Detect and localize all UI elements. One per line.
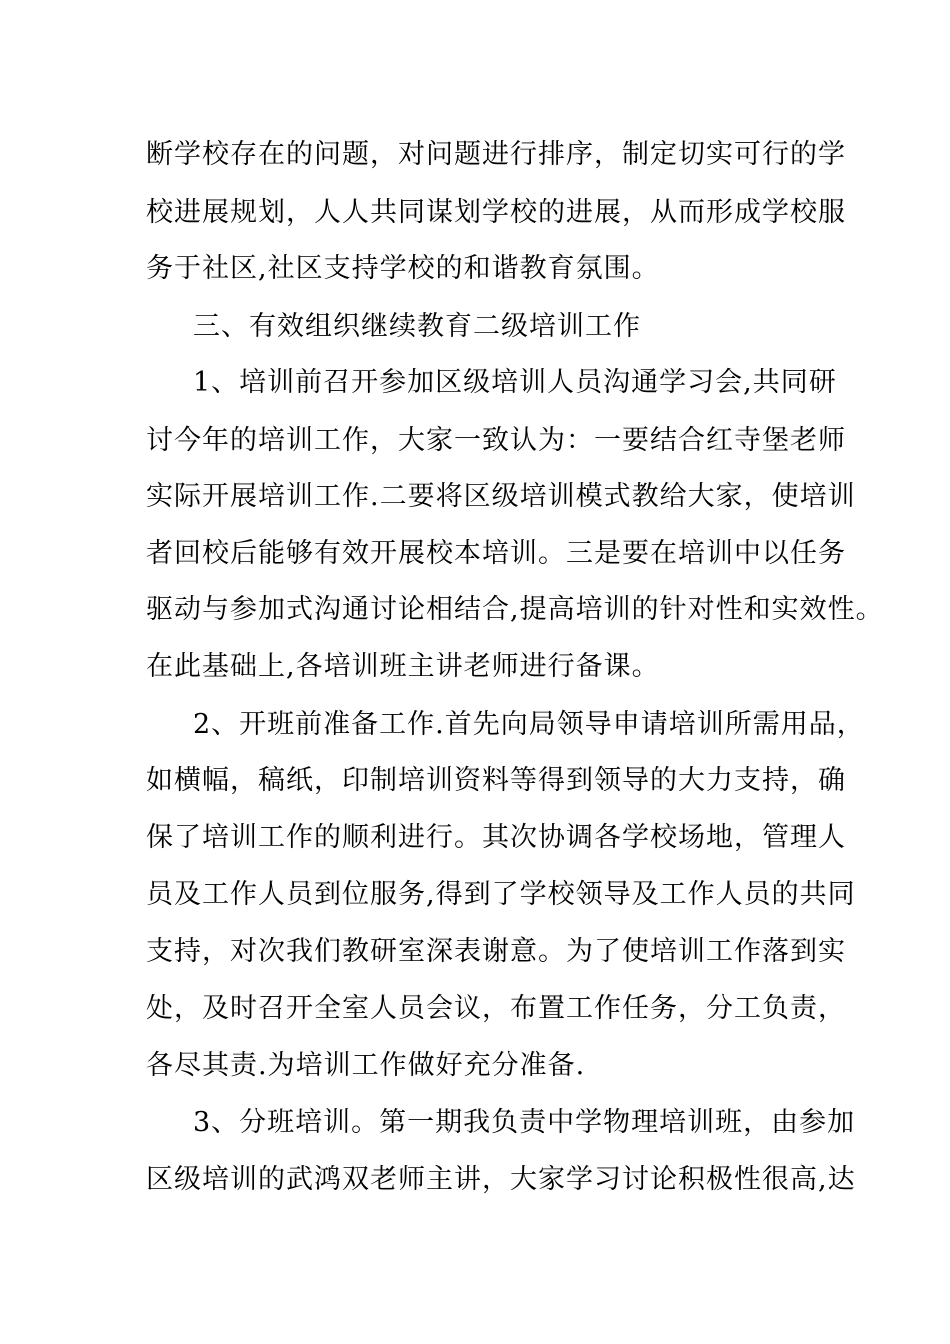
text-line: 支持，对次我们教研室深表谢意。为了使培训工作落到实 <box>146 936 846 967</box>
text-line: 3、分班培训。第一期我负责中学物理培训班，由参加 <box>193 1107 856 1138</box>
text-line: 校进展规划，人人共同谋划学校的进展，从而形成学校服 <box>146 197 846 228</box>
text-line: 务于社区,社区支持学校的和谐教育氛围。 <box>146 253 660 284</box>
text-line: 如横幅，稿纸，印制培训资料等得到领导的大力支持，确 <box>146 765 846 796</box>
text-line: 2、开班前准备工作.首先向局领导申请培训所需用品， <box>193 709 865 740</box>
text-line: 1、培训前召开参加区级培训人员沟通学习会,共同研 <box>193 367 837 398</box>
section-heading: 三、有效组织继续教育二级培训工作 <box>193 311 641 342</box>
text-line: 保了培训工作的顺利进行。其次协调各学校场地，管理人 <box>146 822 846 853</box>
text-line: 断学校存在的问题，对问题进行排序，制定切实可行的学 <box>146 139 846 170</box>
text-line: 者回校后能够有效开展校本培训。三是要在培训中以任务 <box>146 538 846 569</box>
text-line: 区级培训的武鸿双老师主讲，大家学习讨论积极性很高,达 <box>146 1164 856 1195</box>
text-line: 讨今年的培训工作，大家一致认为：一要结合红寺堡老师 <box>146 425 846 456</box>
text-line: 在此基础上,各培训班主讲老师进行备课。 <box>146 651 660 682</box>
text-line: 处，及时召开全室人员会议，布置工作任务，分工负责， <box>146 993 846 1024</box>
text-line: 实际开展培训工作.二要将区级培训模式教给大家，使培训 <box>146 481 856 512</box>
text-line: 员及工作人员到位服务,得到了学校领导及工作人员的共同 <box>146 879 856 910</box>
text-line: 驱动与参加式沟通讨论相结合,提高培训的针对性和实效性。 <box>146 594 884 625</box>
text-line: 各尽其责.为培训工作做好充分准备. <box>146 1050 586 1081</box>
